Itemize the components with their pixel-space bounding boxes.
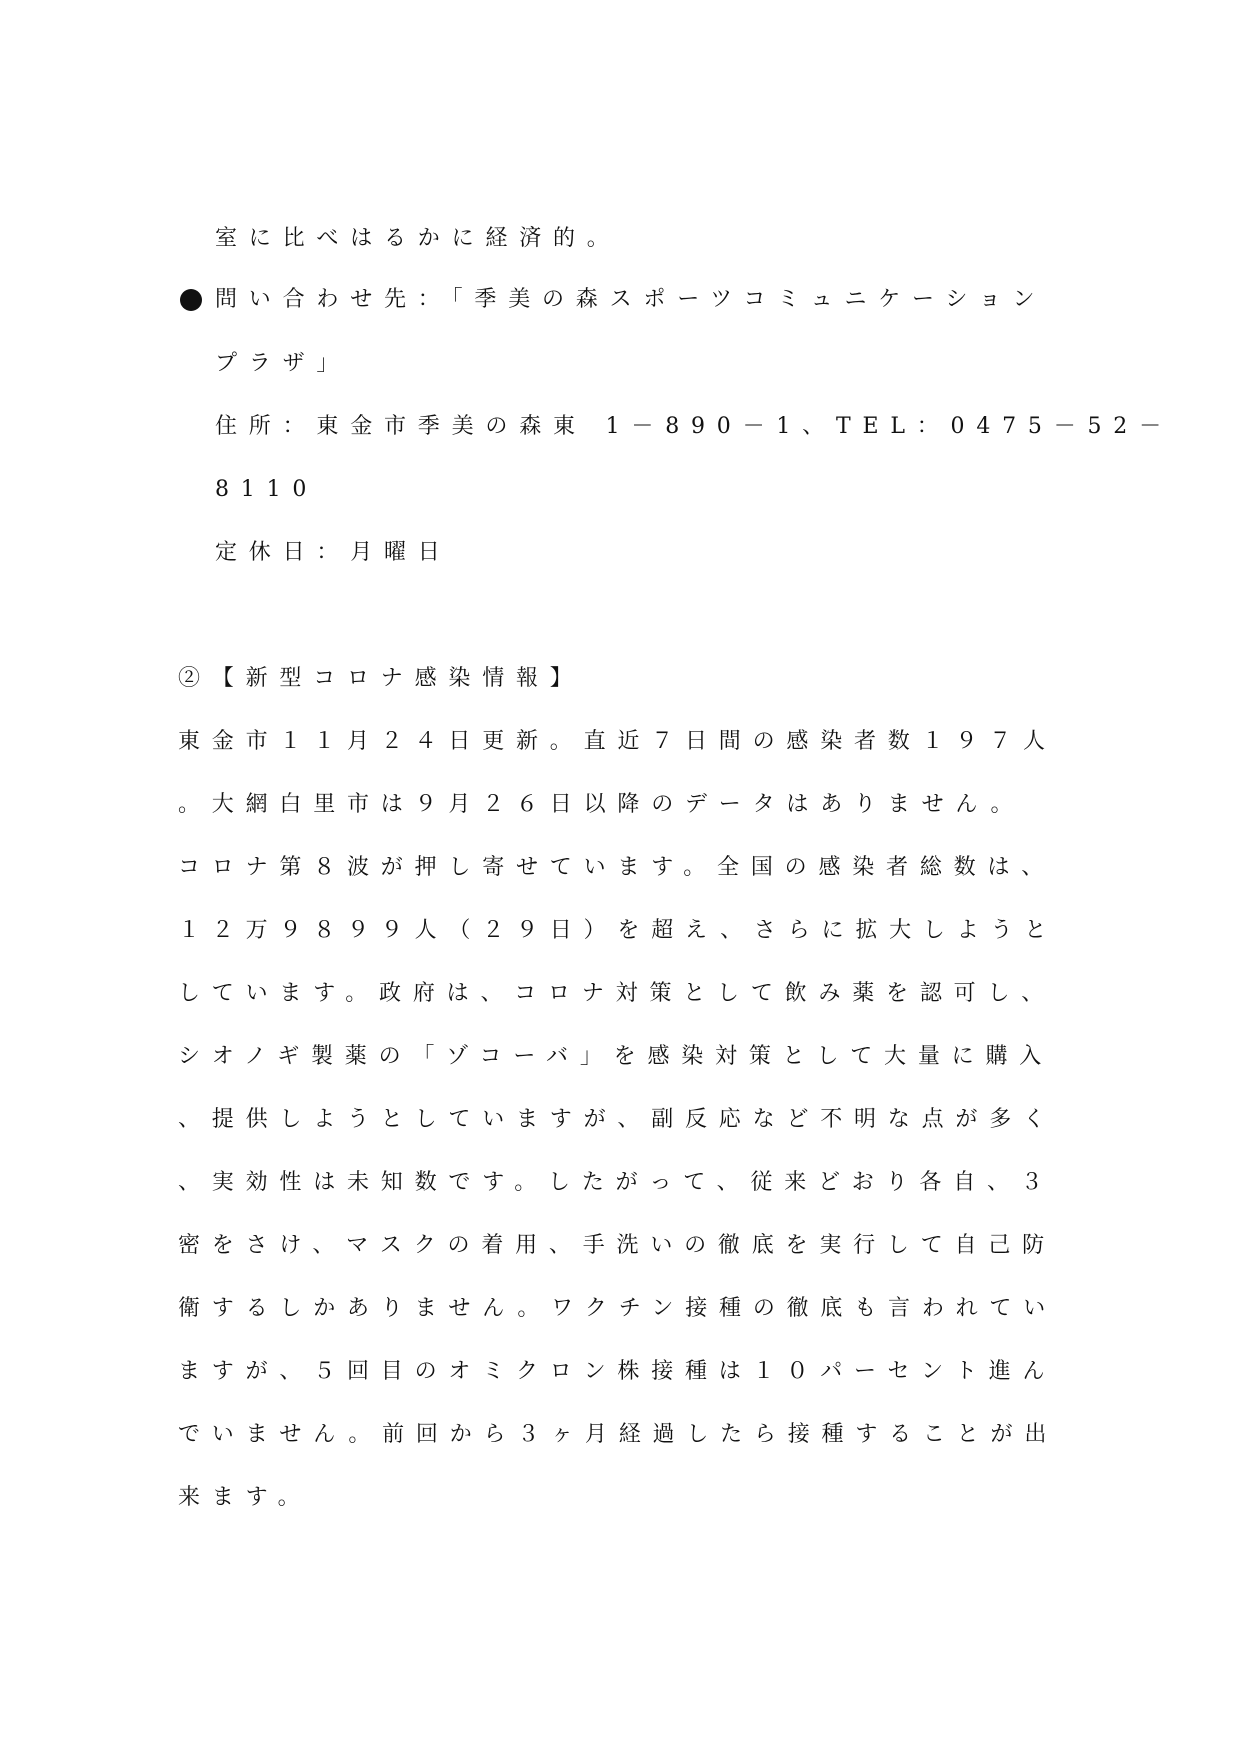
body-line: しています。政府は、コロナ対策として飲み薬を認可し、 bbox=[178, 981, 1056, 1006]
body-line: 衛するしかありません。ワクチン接種の徹底も言われてい bbox=[178, 1296, 1058, 1321]
address-line-1: 住所：東金市季美の森東 1－890－1、TEL：0475－52－ bbox=[215, 414, 1173, 439]
body-line: 来ます。 bbox=[178, 1485, 312, 1510]
text-line-continuation: 室に比べはるかに経済的。 bbox=[215, 226, 621, 251]
contact-line-2: プラザ」 bbox=[215, 351, 351, 376]
bullet-icon bbox=[180, 289, 202, 311]
body-line: １２万９８９９人（２９日）を超え、さらに拡大しようと bbox=[178, 918, 1059, 943]
section-heading: ②【新型コロナ感染情報】 bbox=[178, 666, 584, 691]
body-line: シオノギ製薬の「ゾコーバ」を感染対策として大量に購入 bbox=[178, 1044, 1054, 1069]
body-line: 東金市１１月２４日更新。直近７日間の感染者数１９７人 bbox=[178, 729, 1057, 754]
body-line: コロナ第８波が押し寄せています。全国の感染者総数は、 bbox=[178, 855, 1056, 880]
body-line: 、提供しようとしていますが、副反応など不明な点が多く bbox=[178, 1107, 1057, 1132]
body-line: 密をさけ、マスクの着用、手洗いの徹底を実行して自己防 bbox=[178, 1233, 1056, 1258]
body-line: ますが、５回目のオミクロン株接種は１０パーセント進ん bbox=[178, 1359, 1057, 1384]
body-line: 。大網白里市は９月２６日以降のデータはありません。 bbox=[178, 792, 1025, 817]
contact-line-1: 問い合わせ先：「季美の森スポーツコミュニケーション bbox=[215, 287, 1047, 312]
body-line: でいません。前回から３ヶ月経過したら接種することが出 bbox=[178, 1422, 1059, 1447]
address-line-2: 8110 bbox=[215, 477, 319, 502]
closed-day-line: 定休日：月曜日 bbox=[215, 540, 452, 565]
body-line: 、実効性は未知数です。したがって、従来どおり各自、３ bbox=[178, 1170, 1055, 1195]
